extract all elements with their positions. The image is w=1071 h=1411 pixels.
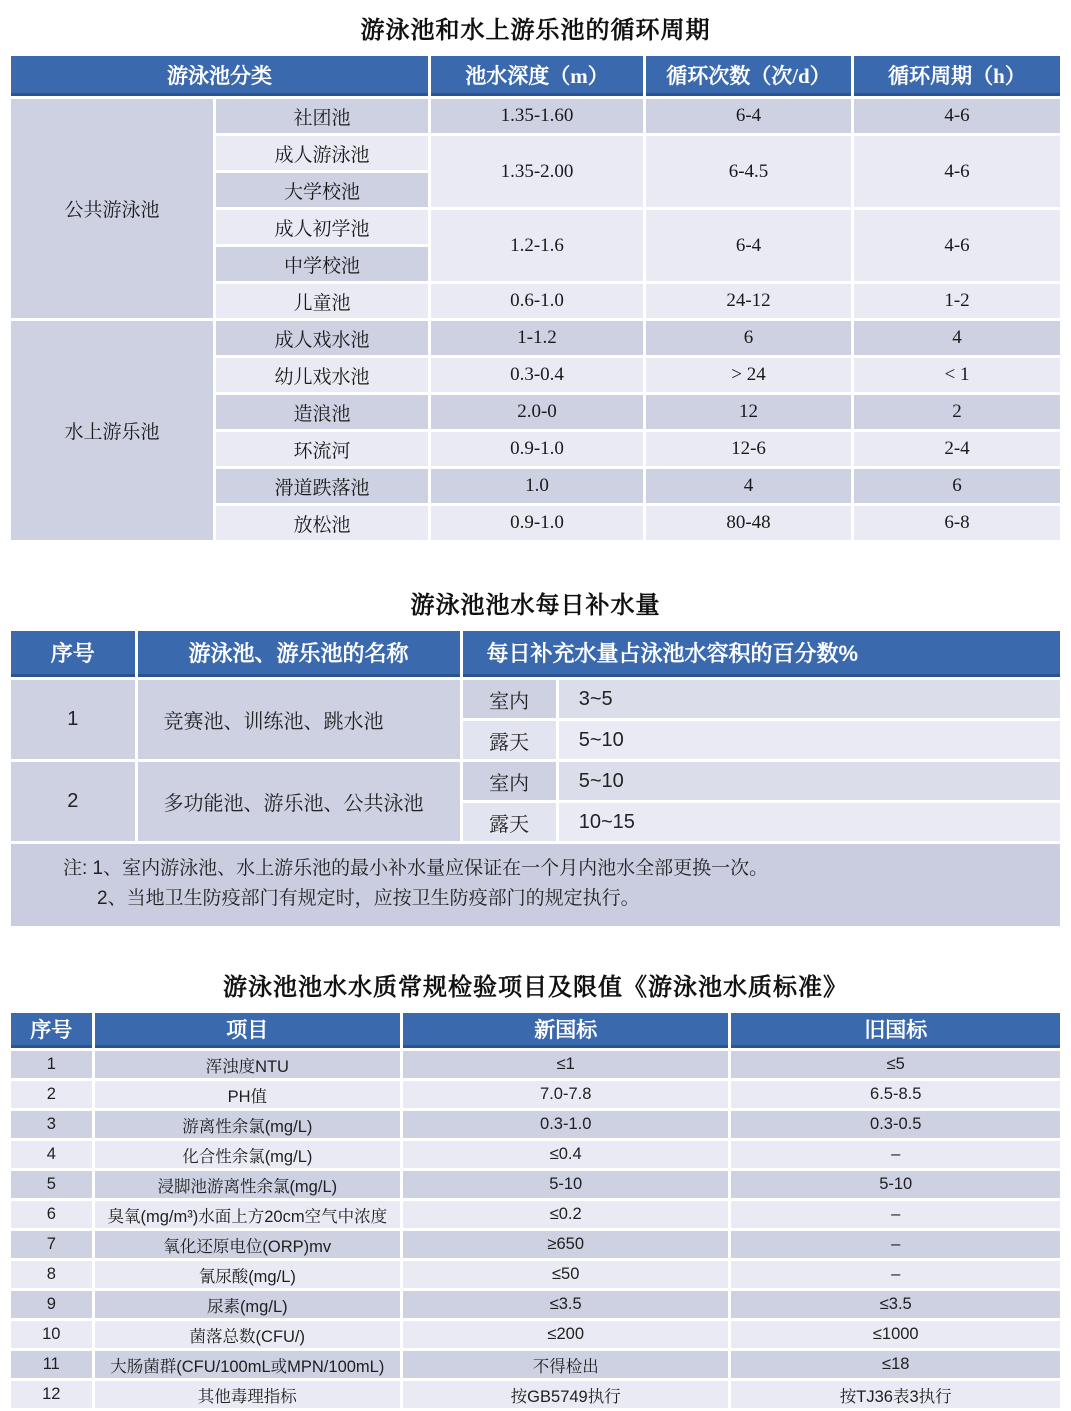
header-old-national-standard: 旧国标 — [731, 1013, 1060, 1048]
item-name: 化合性余氯(mg/L) — [95, 1141, 400, 1168]
pool-name: 中学校池 — [216, 247, 428, 281]
pool-times: 80-48 — [646, 506, 851, 540]
table-row — [11, 1051, 1060, 1078]
replenishment-table — [8, 628, 1063, 929]
pool-depth: 1.0 — [431, 469, 643, 503]
note-line-2: 2、当地卫生防疫部门有规定时，应按卫生防疫部门的规定执行。 — [97, 888, 640, 909]
old-standard-value: ≤3.5 — [731, 1291, 1060, 1318]
old-standard-value: 0.3-0.5 — [731, 1111, 1060, 1138]
pool-times: 6-4.5 — [646, 136, 851, 207]
row-number: 5 — [11, 1171, 92, 1198]
old-standard-value: ≤18 — [731, 1351, 1060, 1378]
row-number: 2 — [11, 762, 135, 841]
item-name: PH值 — [95, 1081, 400, 1108]
new-standard-value: ≤0.2 — [403, 1201, 729, 1228]
pool-period: 1-2 — [854, 284, 1060, 318]
pool-period: 2 — [854, 395, 1060, 429]
new-standard-value: ≤0.4 — [403, 1141, 729, 1168]
pool-depth: 0.9-1.0 — [431, 432, 643, 466]
row-number: 12 — [11, 1381, 92, 1408]
header-pool-classification: 游泳池分类 — [11, 56, 428, 96]
pool-times: 6-4 — [646, 99, 851, 133]
pool-depth: 2.0-0 — [431, 395, 643, 429]
header-daily-replenishment-percent: 每日补充水量占泳池水容积的百分数% — [463, 631, 1060, 677]
item-name: 氰尿酸(mg/L) — [95, 1261, 400, 1288]
new-standard-value: 按GB5749执行 — [403, 1381, 729, 1408]
old-standard-value: – — [731, 1201, 1060, 1228]
row-number: 11 — [11, 1351, 92, 1378]
pool-depth: 0.9-1.0 — [431, 506, 643, 540]
pool-depth: 0.3-0.4 — [431, 358, 643, 392]
item-name: 游离性余氯(mg/L) — [95, 1111, 400, 1138]
row-number: 6 — [11, 1201, 92, 1228]
old-standard-value: 5-10 — [731, 1171, 1060, 1198]
row-number: 3 — [11, 1111, 92, 1138]
new-standard-value: 不得检出 — [403, 1351, 729, 1378]
pool-group-name: 多功能池、游乐池、公共泳池 — [138, 762, 460, 841]
pool-period: 6 — [854, 469, 1060, 503]
group-public-pools: 公共游泳池 — [11, 99, 213, 318]
indoor-value: 3~5 — [559, 680, 1060, 718]
pool-depth: 1.35-1.60 — [431, 99, 643, 133]
table-row — [11, 1321, 1060, 1348]
circulation-table — [8, 53, 1063, 543]
row-number: 1 — [11, 1051, 92, 1078]
outdoor-label: 露天 — [463, 721, 556, 759]
pool-times: 6 — [646, 321, 851, 355]
item-name: 氧化还原电位(ORP)mv — [95, 1231, 400, 1258]
pool-period: 4-6 — [854, 136, 1060, 207]
pool-name: 放松池 — [216, 506, 428, 540]
header-circulation-period: 循环周期（h） — [854, 56, 1060, 96]
pool-name: 社团池 — [216, 99, 428, 133]
table-row — [11, 1381, 1060, 1408]
pool-depth: 1-1.2 — [431, 321, 643, 355]
pool-times: 12-6 — [646, 432, 851, 466]
pool-name: 成人初学池 — [216, 210, 428, 244]
item-name: 臭氧(mg/m³)水面上方20cm空气中浓度 — [95, 1201, 400, 1228]
circulation-header-row — [11, 56, 1060, 96]
table-row — [11, 1141, 1060, 1168]
pool-period: < 1 — [854, 358, 1060, 392]
outdoor-value: 10~15 — [559, 803, 1060, 841]
item-name: 浸脚池游离性余氯(mg/L) — [95, 1171, 400, 1198]
old-standard-value: – — [731, 1141, 1060, 1168]
group-water-amusement-pools: 水上游乐池 — [11, 321, 213, 540]
replenishment-table-title: 游泳池池水每日补水量 — [410, 592, 661, 619]
old-standard-value: ≤1000 — [731, 1321, 1060, 1348]
new-standard-value: ≥650 — [403, 1231, 729, 1258]
item-name: 尿素(mg/L) — [95, 1291, 400, 1318]
indoor-label: 室内 — [463, 680, 556, 718]
header-serial-number: 序号 — [11, 1013, 92, 1048]
outdoor-value: 5~10 — [559, 721, 1060, 759]
table-row — [11, 1081, 1060, 1108]
row-number: 10 — [11, 1321, 92, 1348]
outdoor-label: 露天 — [463, 803, 556, 841]
new-standard-value: ≤200 — [403, 1321, 729, 1348]
pool-name: 儿童池 — [216, 284, 428, 318]
indoor-label: 室内 — [463, 762, 556, 800]
row-number: 2 — [11, 1081, 92, 1108]
pool-times: 6-4 — [646, 210, 851, 281]
water-quality-header-row — [11, 1013, 1060, 1048]
pool-period: 4-6 — [854, 210, 1060, 281]
pool-name: 环流河 — [216, 432, 428, 466]
pool-depth: 1.35-2.00 — [431, 136, 643, 207]
pool-name: 成人戏水池 — [216, 321, 428, 355]
old-standard-value: ≤5 — [731, 1051, 1060, 1078]
table-row — [11, 321, 1060, 355]
pool-group-name: 竞赛池、训练池、跳水池 — [138, 680, 460, 759]
table-row — [11, 99, 1060, 133]
table-row — [11, 1351, 1060, 1378]
table-row — [11, 1231, 1060, 1258]
pool-depth: 1.2-1.6 — [431, 210, 643, 281]
row-number: 9 — [11, 1291, 92, 1318]
item-name: 菌落总数(CFU/) — [95, 1321, 400, 1348]
table-note — [11, 844, 1060, 926]
pool-period: 6-8 — [854, 506, 1060, 540]
row-number: 4 — [11, 1141, 92, 1168]
pool-period: 4-6 — [854, 99, 1060, 133]
new-standard-value: ≤1 — [403, 1051, 729, 1078]
header-circulation-times: 循环次数（次/d） — [646, 56, 851, 96]
table-row — [11, 1261, 1060, 1288]
item-name: 浑浊度NTU — [95, 1051, 400, 1078]
pool-times: 24-12 — [646, 284, 851, 318]
item-name: 大肠菌群(CFU/100mL或MPN/100mL) — [95, 1351, 400, 1378]
table-row — [11, 1111, 1060, 1138]
table-row — [11, 680, 1060, 718]
pool-name: 成人游泳池 — [216, 136, 428, 170]
header-item: 项目 — [95, 1013, 400, 1048]
pool-name: 大学校池 — [216, 173, 428, 207]
water-quality-table-title: 游泳池池水水质常规检验项目及限值《游泳池水质标准》 — [223, 974, 848, 1001]
pool-times: 12 — [646, 395, 851, 429]
table-row — [11, 762, 1060, 800]
old-standard-value: 6.5-8.5 — [731, 1081, 1060, 1108]
pool-name: 滑道跌落池 — [216, 469, 428, 503]
new-standard-value: ≤50 — [403, 1261, 729, 1288]
table-row — [11, 1171, 1060, 1198]
pool-period: 2-4 — [854, 432, 1060, 466]
pool-times: 4 — [646, 469, 851, 503]
water-quality-table — [8, 1010, 1063, 1411]
old-standard-value: 按TJ36表3执行 — [731, 1381, 1060, 1408]
new-standard-value: 7.0-7.8 — [403, 1081, 729, 1108]
header-serial-number: 序号 — [11, 631, 135, 677]
indoor-value: 5~10 — [559, 762, 1060, 800]
header-pool-name: 游泳池、游乐池的名称 — [138, 631, 460, 677]
old-standard-value: – — [731, 1261, 1060, 1288]
table-row — [11, 1291, 1060, 1318]
note-line-1: 注: 1、室内游泳池、水上游乐池的最小补水量应保证在一个月内池水全部更换一次。 — [63, 858, 769, 879]
table-row — [11, 1201, 1060, 1228]
new-standard-value: 0.3-1.0 — [403, 1111, 729, 1138]
row-number: 7 — [11, 1231, 92, 1258]
pool-times: > 24 — [646, 358, 851, 392]
table-note-row — [11, 844, 1060, 926]
old-standard-value: – — [731, 1231, 1060, 1258]
new-standard-value: ≤3.5 — [403, 1291, 729, 1318]
row-number: 1 — [11, 680, 135, 759]
pool-period: 4 — [854, 321, 1060, 355]
pool-name: 造浪池 — [216, 395, 428, 429]
header-new-national-standard: 新国标 — [403, 1013, 729, 1048]
new-standard-value: 5-10 — [403, 1171, 729, 1198]
header-water-depth: 池水深度（m） — [431, 56, 643, 96]
item-name: 其他毒理指标 — [95, 1381, 400, 1408]
row-number: 8 — [11, 1261, 92, 1288]
circulation-table-title: 游泳池和水上游乐池的循环周期 — [360, 17, 711, 44]
replenishment-header-row — [11, 631, 1060, 677]
pool-name: 幼儿戏水池 — [216, 358, 428, 392]
pool-depth: 0.6-1.0 — [431, 284, 643, 318]
